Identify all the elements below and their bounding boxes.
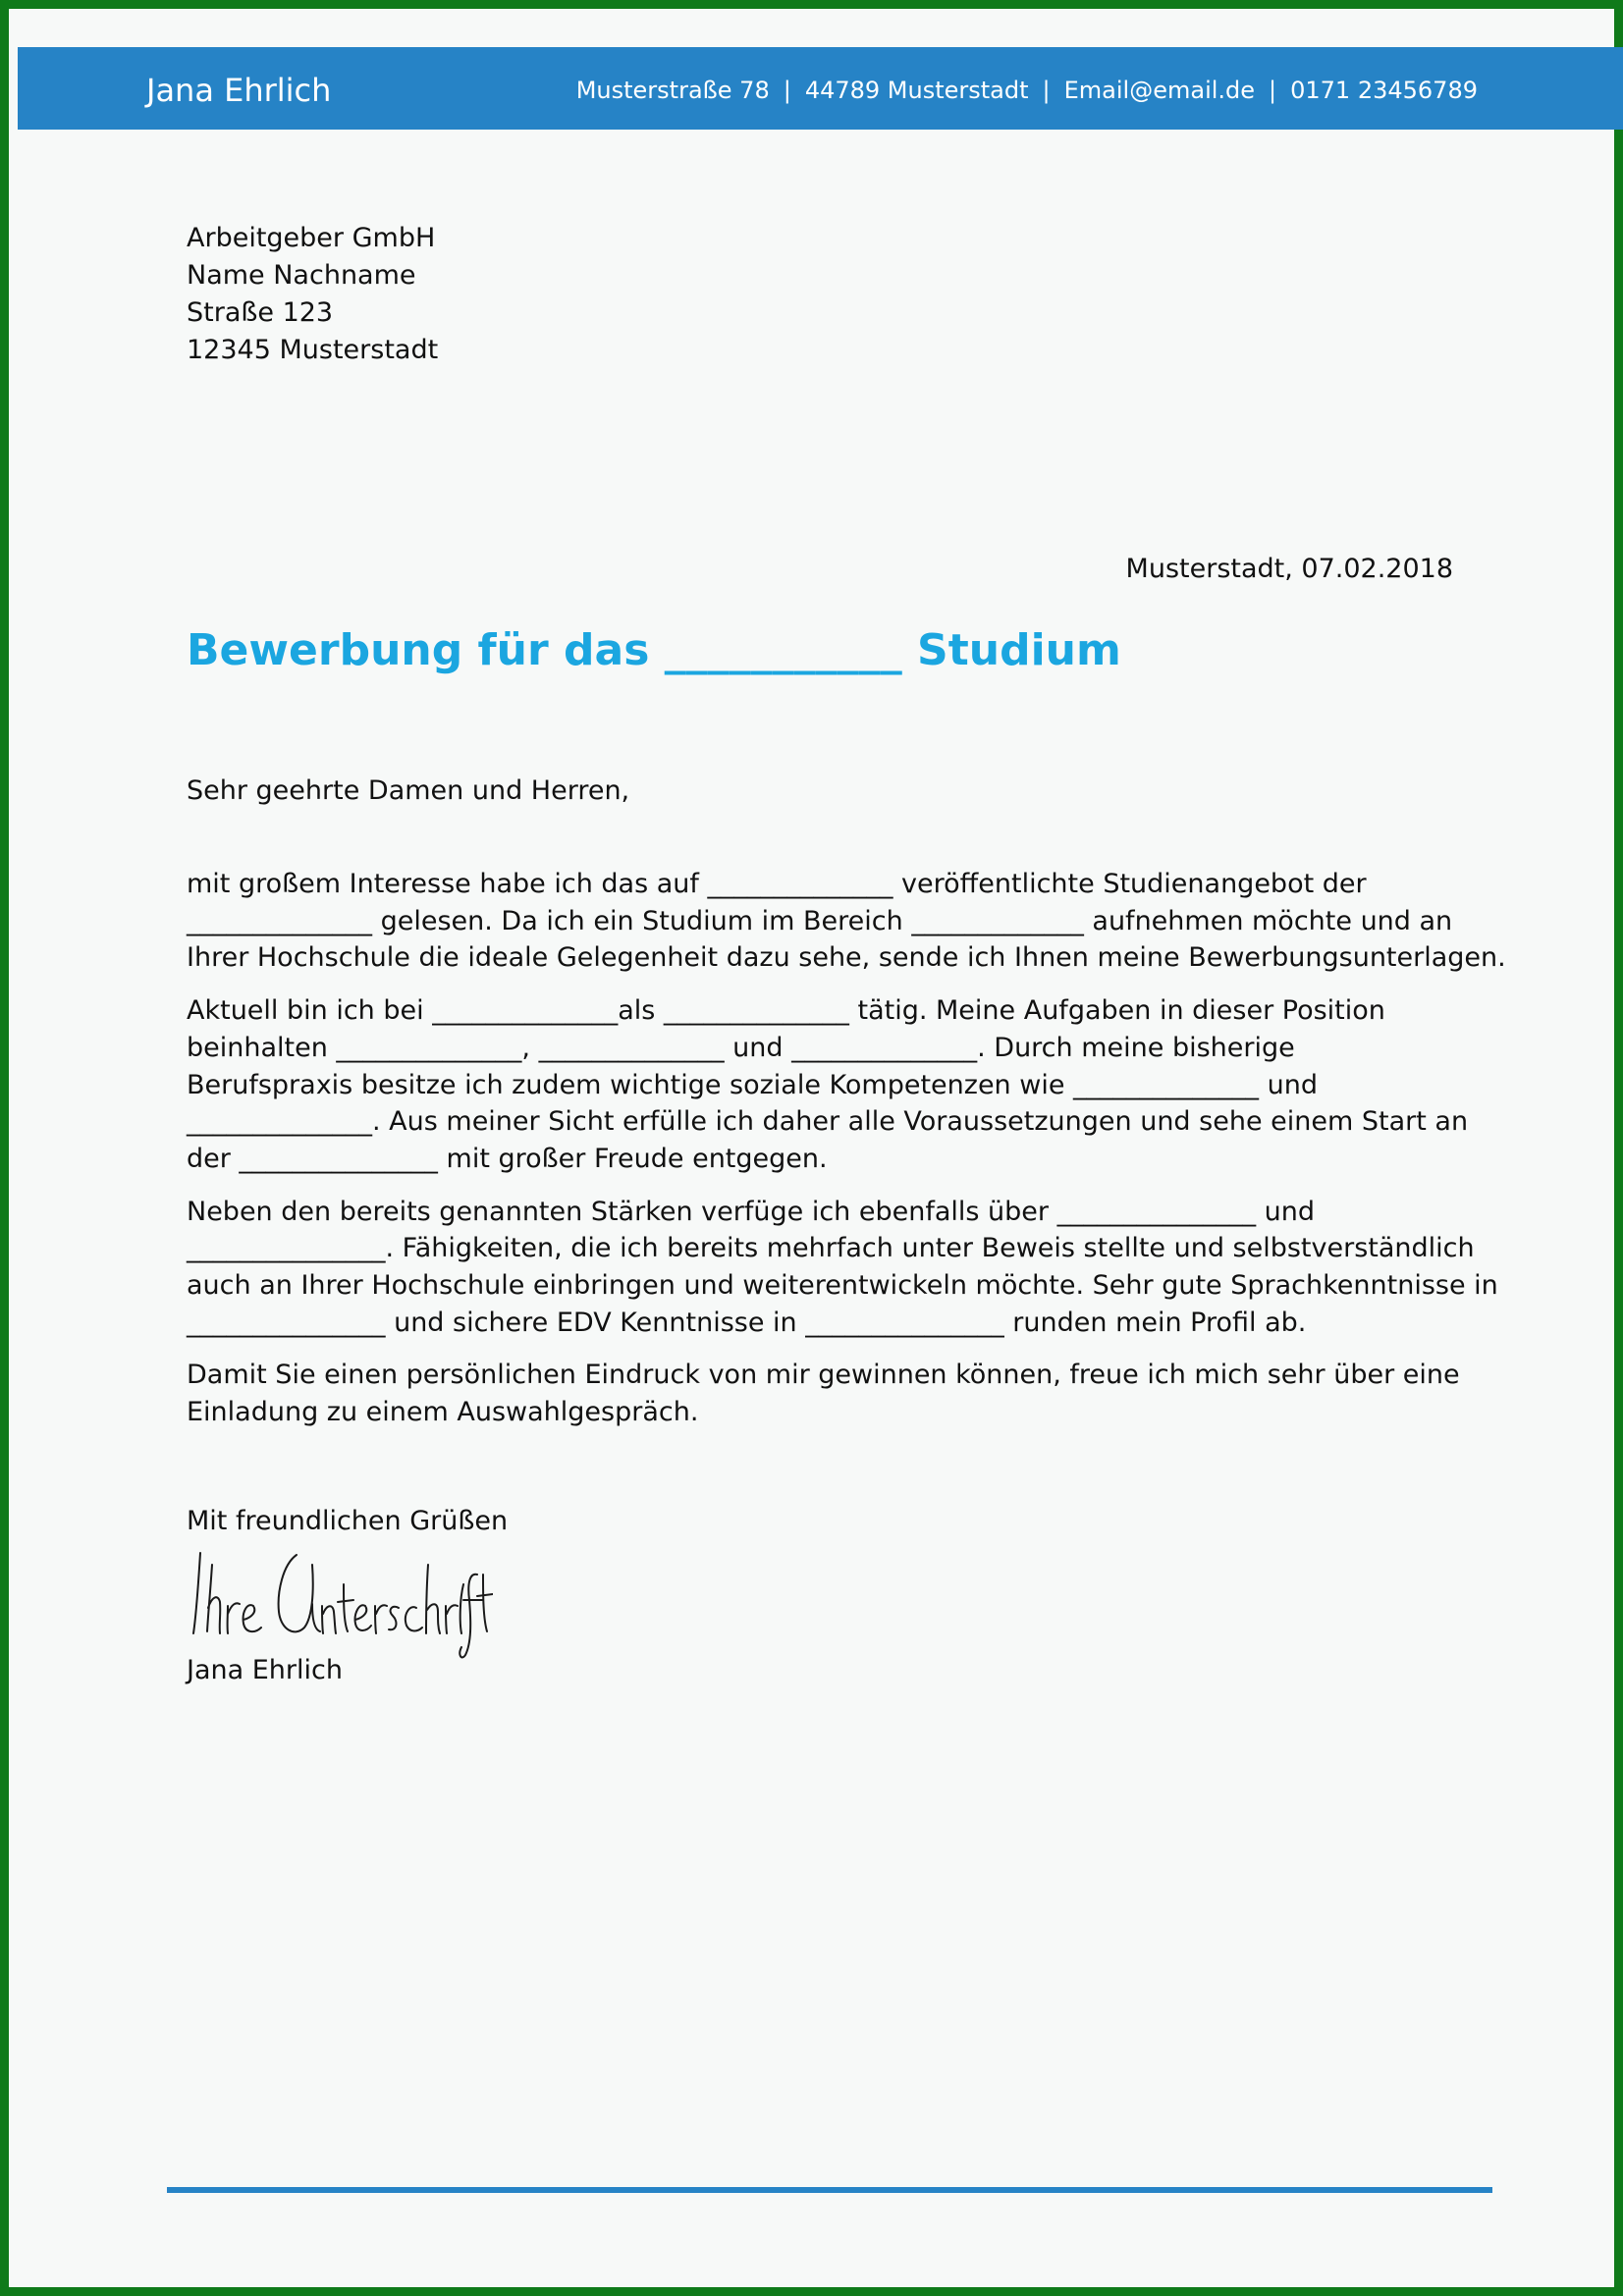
body-paragraphs (187, 866, 1506, 1447)
separator: | (1042, 77, 1051, 104)
sender-street: Musterstraße 78 (575, 77, 770, 104)
recipient-company: Arbeitgeber GmbH (187, 223, 436, 253)
sender-city: 44789 Musterstadt (804, 77, 1029, 104)
text-line: Ihrer Hochschule die ideale Gelegenheit dazu sehe, sende ich Ihnen meine Bewerbungsunterlagen. (187, 942, 1506, 974)
footer-rule (167, 2187, 1492, 2193)
text-line: Berufspraxis besitze ich zudem wichtige soziale Kompetenzen wie ______________ und (187, 1069, 1318, 1100)
letterhead-bar (18, 47, 1623, 130)
recipient-address (187, 220, 438, 369)
text-line: ______________. Aus meiner Sicht erfülle ich daher alle Voraussetzungen und sehe einem Start an (187, 1106, 1469, 1138)
sender-phone: 0171 23456789 (1290, 77, 1478, 104)
separator: | (783, 77, 791, 104)
sender-email: Email@email.de (1063, 77, 1256, 104)
paragraph (187, 866, 1506, 977)
paragraph (187, 1357, 1460, 1430)
text-line: Damit Sie einen persönlichen Eindruck von mir gewinnen können, freue ich mich sehr über eine (187, 1360, 1460, 1391)
text-line: mit großem Interesse habe ich das auf ______________ veröffentlichte Studienangebot der (187, 869, 1367, 899)
date-line: Musterstadt, 07.02.2018 (1125, 554, 1453, 584)
text-line: Aktuell bin ich bei ______________als ______________ tätig. Meine Aufgaben in dieser Position (187, 995, 1385, 1027)
signer-name: Jana Ehrlich (187, 1655, 343, 1685)
text-line: _______________ und sichere EDV Kenntnisse in _______________ runden mein Profil ab. (187, 1307, 1307, 1338)
text-line: der _______________ mit großer Freude entgegen. (187, 1143, 828, 1174)
sender-name: Jana Ehrlich (146, 72, 332, 109)
paragraph (187, 1194, 1498, 1342)
text-line: beinhalten ______________, ______________ und ______________. Durch meine bisherige (187, 1032, 1295, 1063)
text-line: auch an Ihrer Hochschule einbringen und weiterentwickeln möchte. Sehr gute Sprachkenntnisse in (187, 1270, 1498, 1302)
salutation: Sehr geehrte Damen und Herren, (187, 775, 630, 806)
text-line: ______________ gelesen. Da ich ein Studium im Bereich _____________ aufnehmen möchte und an (187, 905, 1453, 936)
sender-contact-line (576, 77, 1478, 104)
closing: Mit freundlichen Grüßen (187, 1506, 509, 1536)
text-line: Einladung zu einem Auswahlgespräch. (187, 1397, 699, 1428)
separator: | (1269, 77, 1277, 104)
paragraph (187, 992, 1469, 1178)
handwritten-signature (189, 1545, 493, 1663)
recipient-city: 12345 Musterstadt (187, 335, 439, 365)
text-line: Neben den bereits genannten Stärken verfüge ich ebenfalls über _______________ und (187, 1196, 1316, 1227)
recipient-street: Straße 123 (187, 297, 334, 328)
text-line: _______________. Fähigkeiten, die ich bereits mehrfach unter Beweis stellte und selbstverständlich (187, 1233, 1475, 1264)
subject-heading: Bewerbung für das ___________ Studium (187, 625, 1121, 675)
recipient-contact: Name Nachname (187, 260, 416, 291)
